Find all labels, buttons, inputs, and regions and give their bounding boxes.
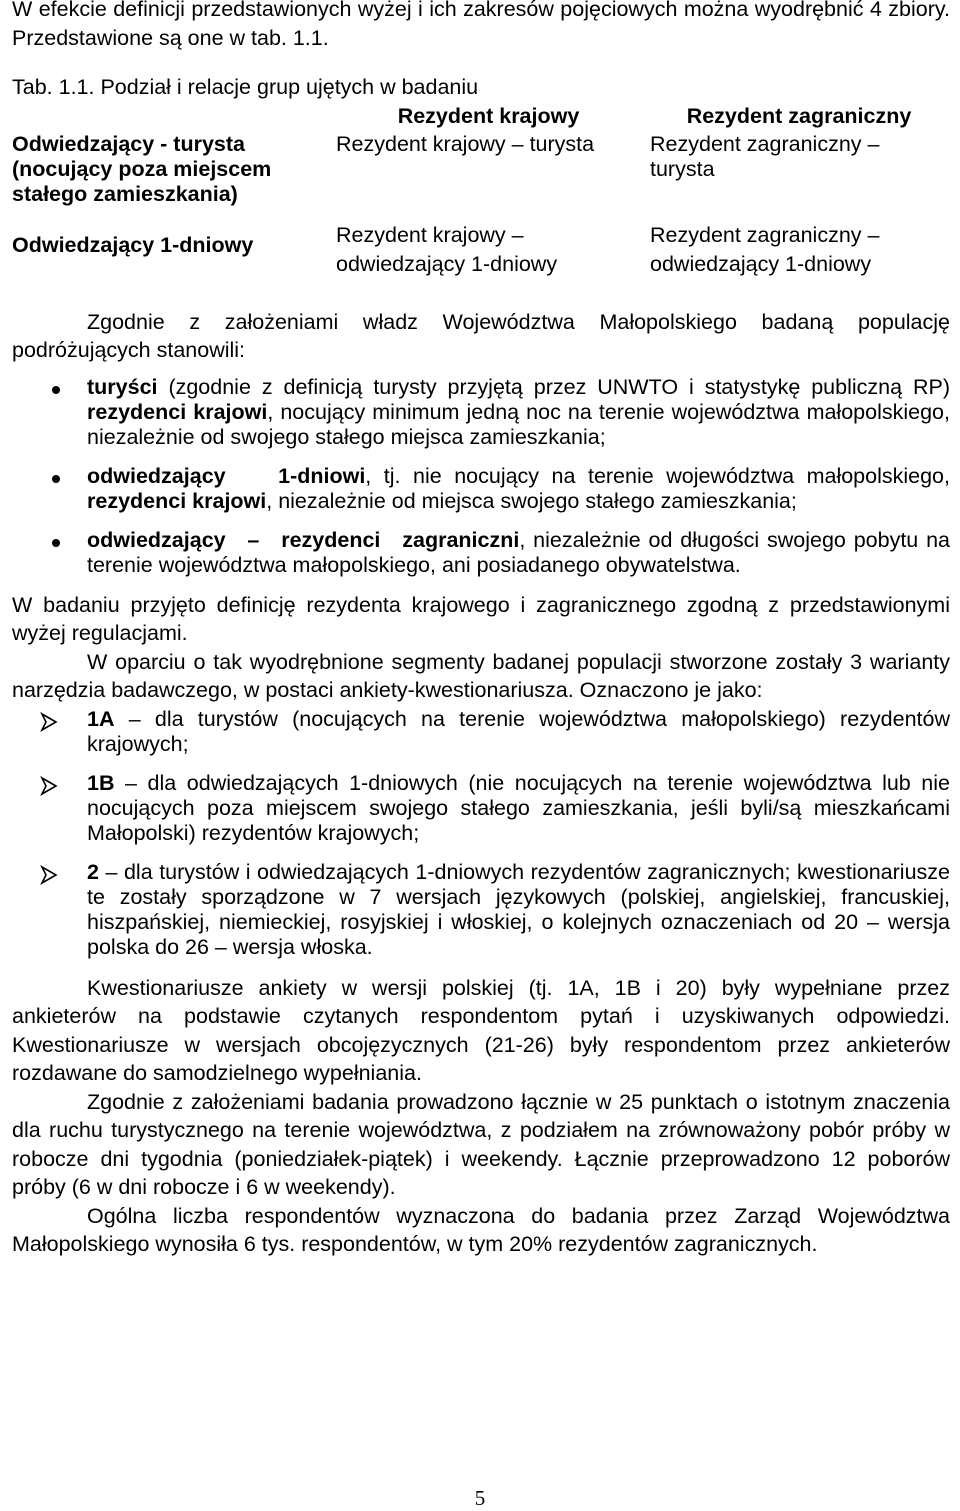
bullet-bold-term: rezydenci krajowi <box>87 399 268 424</box>
groups-table <box>12 104 950 279</box>
arrow-bullet-icon <box>40 712 58 738</box>
bullet-bold-term: odwiedzający 1-dniowi <box>87 463 366 488</box>
list-item <box>12 375 950 450</box>
variant-code: 2 <box>87 859 99 884</box>
questionnaire-paragraph: Kwestionariusze ankiety w wersji polskiej (tj. 1A, 1B i 20) były wypełniane przez ankieterów na podstawie czytanych respondentom pytań i uzyskiwanych odpowiedzi. Kwestionariusze w wersjach obcojęzycznych (21-26) były respondentom przez ankieterów rozdawane do samodzielnego wypełniania. <box>12 975 950 1085</box>
bullet-bold-term: turyści <box>87 374 158 399</box>
list-item <box>12 771 950 846</box>
population-paragraph: Zgodnie z założeniami władz Województwa Małopolskiego badaną populację podróżujących stanowili: <box>12 309 950 362</box>
bullet-icon <box>52 539 60 547</box>
cell-domestic-tourist: Rezydent krajowy – turysta <box>336 131 595 156</box>
respondents-paragraph: Ogólna liczba respondentów wyznaczona do badania przez Zarząd Województwa Małopolskiego wynosiła 6 tys. respondentów, w tym 20% rezydentów zagranicznych. <box>12 1203 950 1256</box>
variant-text: – dla turystów (nocujących na terenie województwa małopolskiego) rezydentów krajowych; <box>87 706 950 756</box>
arrow-bullet-icon <box>40 776 58 802</box>
variant-text: – dla odwiedzających 1-dniowych (nie nocujących na terenie województwa lub nie nocujących poza miejscem swojego stałego zamieszkania, jeśli byli/są mieszkańcami Małopolski) rezydentów krajowych; <box>87 770 950 845</box>
bullet-text: , nocujący minimum jedną noc na terenie województwa małopolskiego, niezależnie od swojego stałego miejsca zamieszkania; <box>87 399 950 449</box>
bullet-bold-term: odwiedzający – rezydenci zagraniczni <box>87 527 520 552</box>
variant-text: – dla turystów i odwiedzających 1-dniowych rezydentów zagranicznych; kwestionariusze te zostały sporządzone w 7 wersjach językowych (polskiej, angielskiej, francuskiej, hiszpańskiej, niemieckiej, rosyjskiej i włoskiej, o kolejnych oznaczeniach od 20 – wersja polska do 26 – wersja włoska. <box>87 859 950 959</box>
intro-paragraph: W efekcie definicji przedstawionych wyżej i ich zakresów pojęciowych można wyodrębnić 4 zbiory. Przedstawione są one w tab. 1.1. <box>12 0 950 50</box>
cell-domestic-day-visitor: Rezydent krajowy – odwiedzający 1-dniowy <box>336 222 558 276</box>
table-header-empty <box>12 104 329 129</box>
bullet-text: , tj. nie nocujący na terenie województwa małopolskiego, <box>365 463 950 488</box>
arrow-bullet-icon <box>40 865 58 891</box>
bullet-text: , niezależnie od miejsca swojego stałego zamieszkania; <box>266 488 797 513</box>
variant-code: 1B <box>87 770 115 795</box>
table-row <box>12 207 950 279</box>
cell-foreign-tourist: Rezydent zagraniczny – turysta <box>650 131 880 181</box>
bullet-text: , niezależnie od długości swojego pobytu na terenie województwa małopolskiego, ani posiadanego obywatelstwa. <box>87 527 950 577</box>
document-page <box>12 0 950 1259</box>
table-caption-text: Tab. 1.1. Podział i relacje grup ujętych w badaniu <box>12 75 479 99</box>
page-number: 5 <box>474 1486 486 1510</box>
table-header-row <box>12 104 950 129</box>
bullet-bold-term: rezydenci krajowi <box>87 488 267 513</box>
sampling-paragraph: Zgodnie z założeniami badania prowadzono łącznie w 25 punktach o istotnym znaczenia dla ruchu turystycznego na terenie województwa, z podziałem na zrównoważony pobór próby w robocze dni tygodnia (poniedziałek-piątek) i weekendy. Łącznie przeprowadzono 12 poborów próby (6 w dni robocze i 6 w weekendy). <box>12 1089 950 1199</box>
list-item <box>12 528 950 578</box>
variant-code: 1A <box>87 706 115 731</box>
table-header-domestic: Rezydent krajowy <box>397 103 580 128</box>
bullet-icon <box>52 475 60 483</box>
variants-intro-paragraph: W oparciu o tak wyodrębnione segmenty badanej populacji stworzone zostały 3 warianty narzędzia badawczego, w postaci ankiety-kwestionariusza. Oznaczono je jako: <box>12 649 950 702</box>
bullet-text: (zgodnie z definicją turysty przyjętą przez UNWTO i statystykę publiczną RP) <box>157 374 950 399</box>
definition-paragraph: W badaniu przyjęto definicję rezydenta krajowego i zagranicznego zgodną z przedstawionymi wyżej regulacjami. <box>12 592 950 645</box>
row-label-day-visitor: Odwiedzający 1-dniowy <box>12 232 254 257</box>
list-item <box>12 707 950 757</box>
table-header-foreign: Rezydent zagraniczny <box>686 103 912 128</box>
row-label-tourist: Odwiedzający - turysta (nocujący poza miejscem stałego zamieszkania) <box>12 131 272 206</box>
table-row <box>12 129 950 207</box>
variants-list <box>12 707 950 960</box>
bullet-icon <box>52 386 60 394</box>
cell-foreign-day-visitor: Rezydent zagraniczny – odwiedzający 1-dniowy <box>650 222 880 276</box>
list-item <box>12 464 950 514</box>
population-bullet-list <box>12 375 950 578</box>
list-item <box>12 860 950 960</box>
table-caption <box>12 73 950 102</box>
